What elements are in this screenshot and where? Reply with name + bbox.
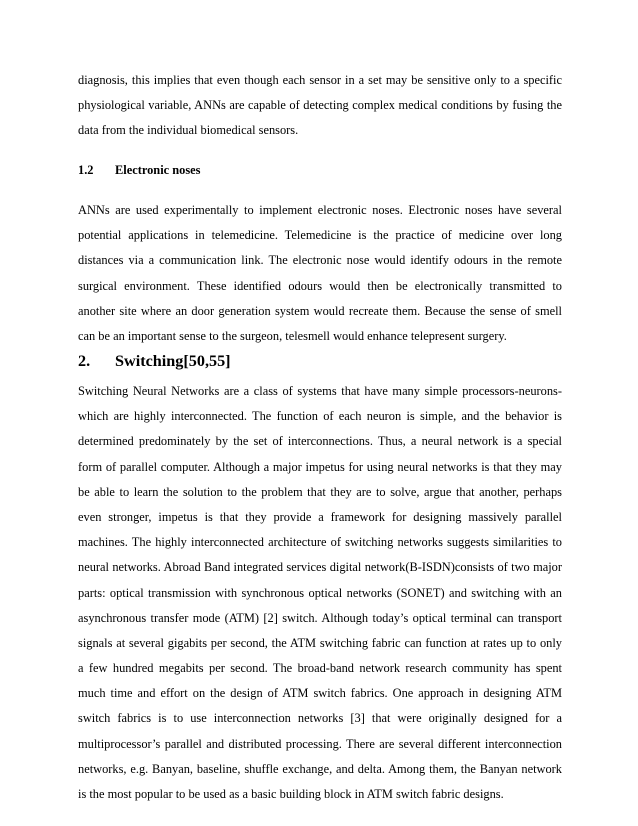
paragraph-line: asynchronous transfer mode (ATM) [2] switch. Although today’s optical terminal can transport [78,610,562,625]
paragraph-line: switch fabrics is to use interconnection networks [3] that were originally designed for a [78,711,562,726]
paragraph-line: even stronger, impetus is that they provide a framework for designing massively parallel [78,509,562,524]
intro-paragraph [78,68,562,144]
paragraph-line: another site where an door generation system would recreate them. Because the sense of smell [78,303,562,318]
switching-paragraph [78,379,562,807]
paragraph-line: signals at several gigabits per second, the ATM switching fabric can function at rates up to only [78,635,562,650]
section-1-2-heading [78,160,200,180]
section-title: Electronic noses [115,163,201,177]
paragraph-line: surgical environment. These identified odours would then be electronically transmitted to [78,278,562,293]
paragraph-line: a few hundred megabits per second. The broad-band network research community has spent [78,661,562,676]
electronic-noses-paragraph [78,198,562,349]
paragraph-line: data from the individual biomedical sensors. [78,123,299,138]
paragraph-line: Switching Neural Networks are a class of systems that have many simple processors-neurons- [78,384,562,398]
paragraph-line: diagnosis, this implies that even though each sensor in a set may be sensitive only to a specific [78,73,562,87]
paragraph-line: determined predominately by the set of interconnections. Thus, a neural network is a special [78,434,562,449]
paragraph-line: multiprocessor’s parallel and distributed processing. There are several different interconnection [78,736,562,751]
paragraph-line: is the most popular to be used as a basic building block in ATM switch fabric designs. [78,787,504,801]
paragraph-line: networks, e.g. Banyan, baseline, shuffle exchange, and delta. Among them, the Banyan network [78,761,562,776]
paragraph-line: parts: optical transmission with synchronous optical networks (SONET) and switching with an [78,585,562,600]
section-2-heading [78,350,231,372]
paragraph-line: which are highly interconnected. The function of each neuron is simple, and the behavior is [78,409,562,424]
paragraph-line: distances via a communication link. The electronic nose would identify odours in the remote [78,253,562,268]
section-number: 1.2 [78,163,94,177]
paragraph-line: form of parallel computer. Although a major impetus for using neural networks is that they may [78,459,562,474]
paragraph-line: neural networks. Abroad Band integrated services digital network(B-ISDN)consists of two major [78,560,562,575]
paragraph-line: be able to learn the solution to the problem that they are to solve, argue that another, perhaps [78,484,562,499]
section-number: 2. [78,352,91,370]
paragraph-line: ANNs are used experimentally to implement electronic noses. Electronic noses have several [78,203,562,217]
section-title: Switching[50,55] [115,352,231,370]
paragraph-line: much time and effort on the design of ATM switch fabrics. One approach in designing ATM [78,686,562,701]
paragraph-line: can be an important sense to the surgeon, telesmell would enhance telepresent surgery. [78,328,507,343]
paragraph-line: potential applications in telemedicine. Telemedicine is the practice of medicine over long [78,228,562,243]
paragraph-line: physiological variable, ANNs are capable of detecting complex medical conditions by fusing the [78,98,562,113]
paragraph-line: machines. The highly interconnected architecture of switching networks suggests similarities to [78,535,562,550]
